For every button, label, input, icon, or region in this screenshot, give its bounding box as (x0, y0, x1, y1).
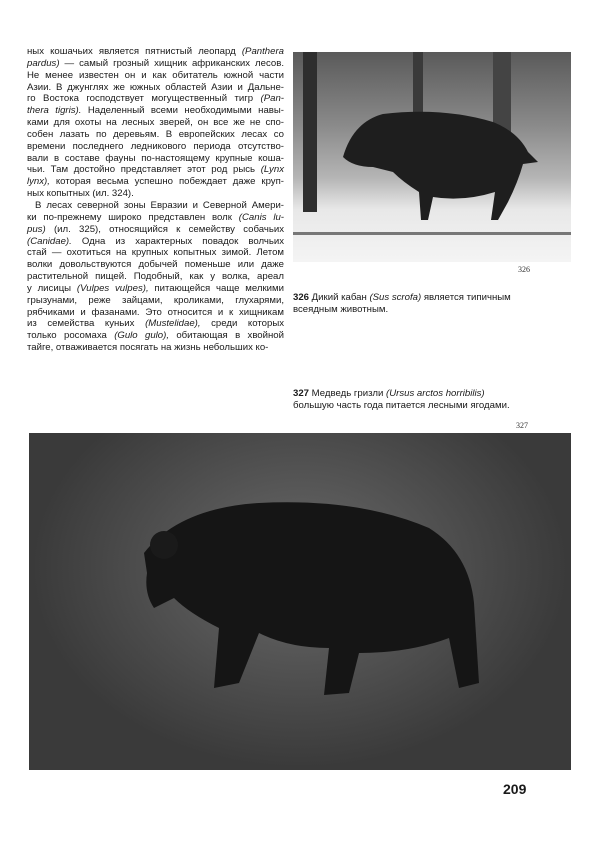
latin-name: (Gulo gulo), (114, 330, 169, 342)
text-line (27, 164, 284, 176)
text-line (27, 105, 284, 117)
latin-name: (Canis lu- (238, 211, 284, 223)
text-segment: среди которых (200, 318, 285, 330)
text-segment: ками для охоты на лесных зверей, он все же не спо- (27, 117, 284, 129)
latin-name: lynx), (27, 176, 50, 188)
caption-latin: (Sus scrofa) (369, 292, 422, 303)
text-line (27, 70, 284, 82)
caption-text: Медведь гризли (309, 388, 386, 399)
text-line (27, 176, 284, 188)
latin-name: pardus) (27, 57, 60, 69)
text-segment: которая весьма успешно побеждает даже круп- (49, 176, 284, 188)
text-segment: только росомаха (27, 330, 115, 342)
latin-name: thera tigris). (27, 105, 82, 117)
text-segment: В лесах северной зоны Евразии и Северной Амери- (35, 199, 284, 211)
caption-text: является типичным (421, 292, 511, 303)
figure-number-327: 327 (516, 421, 528, 430)
caption-line2: большую часть года питается лесными ягодами. (293, 400, 510, 411)
text-segment: обитающая в хвойной (168, 330, 284, 342)
text-segment: ки по-прежнему широко представлен волк (27, 211, 239, 223)
page-number: 209 (503, 781, 527, 797)
text-line (27, 93, 284, 105)
caption-line2: всеядным животным. (293, 304, 389, 315)
text-segment: ных кошачьих является пятнистый леопард (27, 46, 242, 57)
text-line (27, 259, 284, 271)
text-segment: Азии. В джунглях же южных областей Азии и Дальне- (27, 81, 284, 93)
latin-name: pus) (27, 223, 46, 235)
figure-327-caption (293, 388, 510, 412)
text-line (27, 129, 284, 141)
text-line (27, 236, 284, 248)
text-line (27, 224, 284, 236)
text-segment: — самый грозный хищник африканских лесов. (59, 57, 284, 69)
text-segment: из семейства куньих (27, 318, 146, 330)
text-line (27, 271, 284, 283)
text-segment: вали в составе фауны по-настоящему крупные коша- (27, 152, 284, 164)
text-segment: рябчиками и фазанами. Это относится и к хищникам (27, 306, 284, 318)
text-segment: питающейся чаще мелкими (148, 282, 284, 294)
text-segment: Наделенный всеми необходимыми навы- (81, 105, 284, 117)
figure-326-caption (293, 292, 511, 316)
text-line (27, 307, 284, 319)
text-segment: стай — охотиться на крупных копытных зимой. Летом (27, 247, 284, 259)
text-line (27, 141, 284, 153)
latin-name: (Lynx (260, 164, 284, 176)
text-line (27, 153, 284, 165)
latin-name: (Panthera (241, 46, 284, 57)
text-line (27, 188, 284, 200)
grizzly-bear-photo (29, 433, 571, 770)
caption-text: Дикий кабан (309, 292, 370, 303)
text-line (27, 342, 284, 354)
text-segment: чьи. Там достойно представляет этот род рысь (27, 164, 261, 176)
text-line (27, 318, 284, 330)
latin-name: (Mustelidae), (145, 318, 201, 330)
text-segment: у лисицы (27, 282, 77, 294)
text-segment: грызунами, реже зайцами, кроликами, глухарями, (27, 294, 284, 306)
text-line (27, 82, 284, 94)
text-line (27, 295, 284, 307)
text-line (27, 330, 284, 342)
text-line (27, 58, 284, 70)
latin-name: (Vulpes vulpes), (76, 282, 149, 294)
text-segment: го Востока господствует могущественный тигр (27, 93, 261, 105)
text-segment: тайге, отваживается посягать на жизнь небольших ко- (27, 342, 269, 354)
text-segment: волки довольствуются добычей поменьше или даже (27, 259, 284, 271)
figure-number-326: 326 (518, 265, 530, 274)
text-line (27, 212, 284, 224)
text-segment: времени последнего ледникового периода отсутство- (27, 140, 284, 152)
text-line (27, 117, 284, 129)
caption-number: 327 (293, 388, 310, 399)
text-segment: собен лазать по деревьям. В европейских лесах со (27, 128, 284, 140)
text-segment: Одна из характерных повадок волчьих (71, 235, 284, 247)
text-line (27, 200, 284, 212)
body-text-column (27, 46, 284, 354)
text-segment: Не менее известен он и как обитатель южной части (27, 69, 284, 81)
text-line (27, 46, 284, 58)
text-line (27, 283, 284, 295)
text-segment: (ил. 325), относящийся к семейству собачьих (45, 223, 284, 235)
caption-latin: (Ursus arctos horribilis) (386, 388, 485, 399)
latin-name: (Canidae). (27, 235, 72, 247)
wild-boar-photo (293, 52, 571, 262)
latin-name: (Pan- (260, 93, 284, 105)
text-segment: ных копытных (ил. 324). (27, 188, 134, 200)
text-segment: растительной пищей. Подобный, как у волка, ареал (27, 271, 284, 283)
caption-number: 326 (293, 292, 310, 303)
text-line (27, 247, 284, 259)
